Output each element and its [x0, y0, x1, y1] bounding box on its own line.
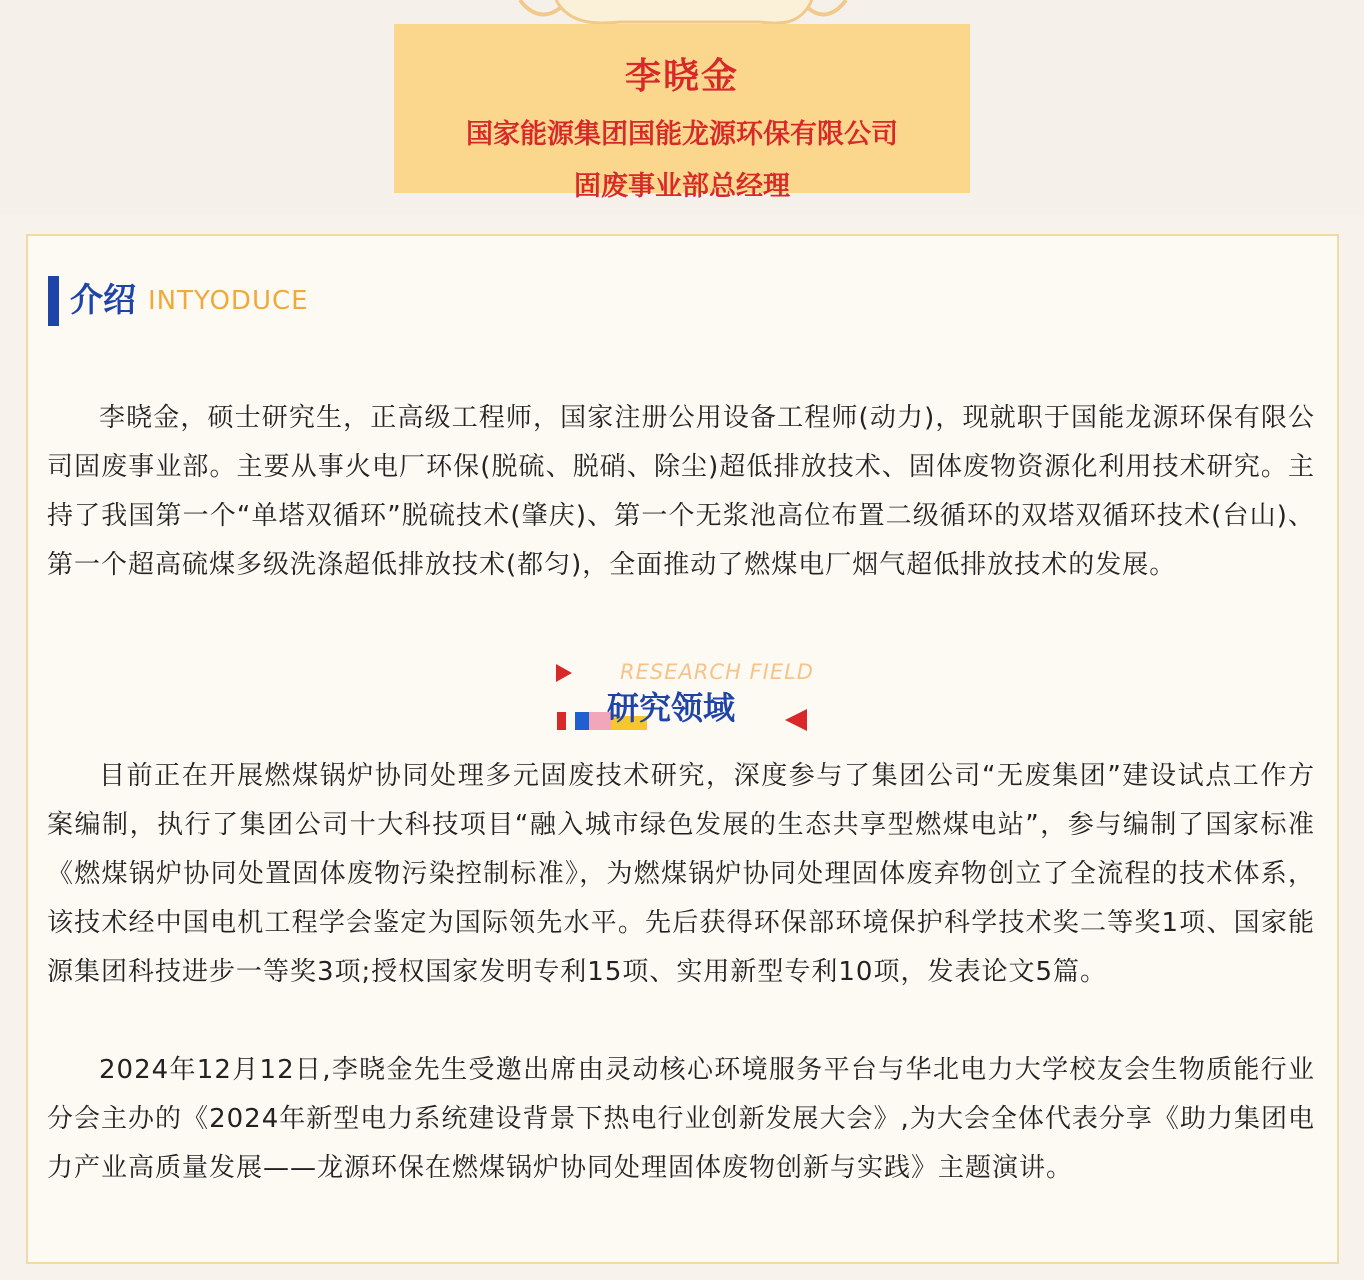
position-title: 固废事业部总经理 — [574, 171, 790, 202]
research-paragraph-2: 2024年12月12日,李晓金先生受邀出席由灵动核心环境服务平台与华北电力大学校友会生物质能行业分会主办的《2024年新型电力系统建设背景下热电行业创新发展大会》,为大会全体代表分享《助力集团电力产业高质量发展——龙源环保在燃煤锅炉协同处理固体废物创新与实践》主题演讲。 — [47, 1055, 1315, 1183]
research-paragraph-1: 目前正在开展燃煤锅炉协同处理多元固废技术研究，深度参与了集团公司“无废集团”建设试点工作方案编制，执行了集团公司十大科技项目“融入城市绿色发展的生态共享型燃煤电站”，参与编制了国家标准《燃煤锅炉协同处置固体废物污染控制标准》，为燃煤锅炉协同处理固体废弃物创立了全流程的技术体系，该技术经中国电机工程学会鉴定为国际领先水平。先后获得环保部环境保护科学技术奖二等奖1项、国家能源集团科技进步一等奖3项;授权国家发明专利15项、实用新型专利10项，发表论文5篇。 — [47, 761, 1315, 987]
color-block-decoration — [575, 712, 589, 730]
research-title-cn: 研究领域 — [607, 689, 736, 727]
research-title-en: RESEARCH FIELD — [620, 660, 814, 684]
color-block-decoration — [557, 712, 566, 730]
triangle-left-icon — [785, 709, 807, 731]
intro-subtitle: INTYODUCE — [148, 286, 309, 316]
intro-title: 介绍 — [70, 280, 136, 319]
triangle-right-icon — [556, 664, 572, 682]
person-name: 李晓金 — [624, 55, 739, 97]
organization-name: 国家能源集团国能龙源环保有限公司 — [466, 119, 898, 150]
section-accent-bar — [48, 276, 59, 326]
intro-paragraph: 李晓金，硕士研究生，正高级工程师，国家注册公用设备工程师(动力)，现就职于国能龙源环保有限公司固废事业部。主要从事火电厂环保(脱硫、脱硝、除尘)超低排放技术、固体废物资源化利用技术研究。主持了我国第一个“单塔双循环”脱硫技术(肇庆)、第一个无浆池高位布置二级循环的双塔双循环技术(台山)、第一个超高硫煤多级洗涤超低排放技术(都匀)，全面推动了燃煤电厂烟气超低排放技术的发展。 — [47, 403, 1315, 580]
profile-card — [394, 24, 970, 202]
